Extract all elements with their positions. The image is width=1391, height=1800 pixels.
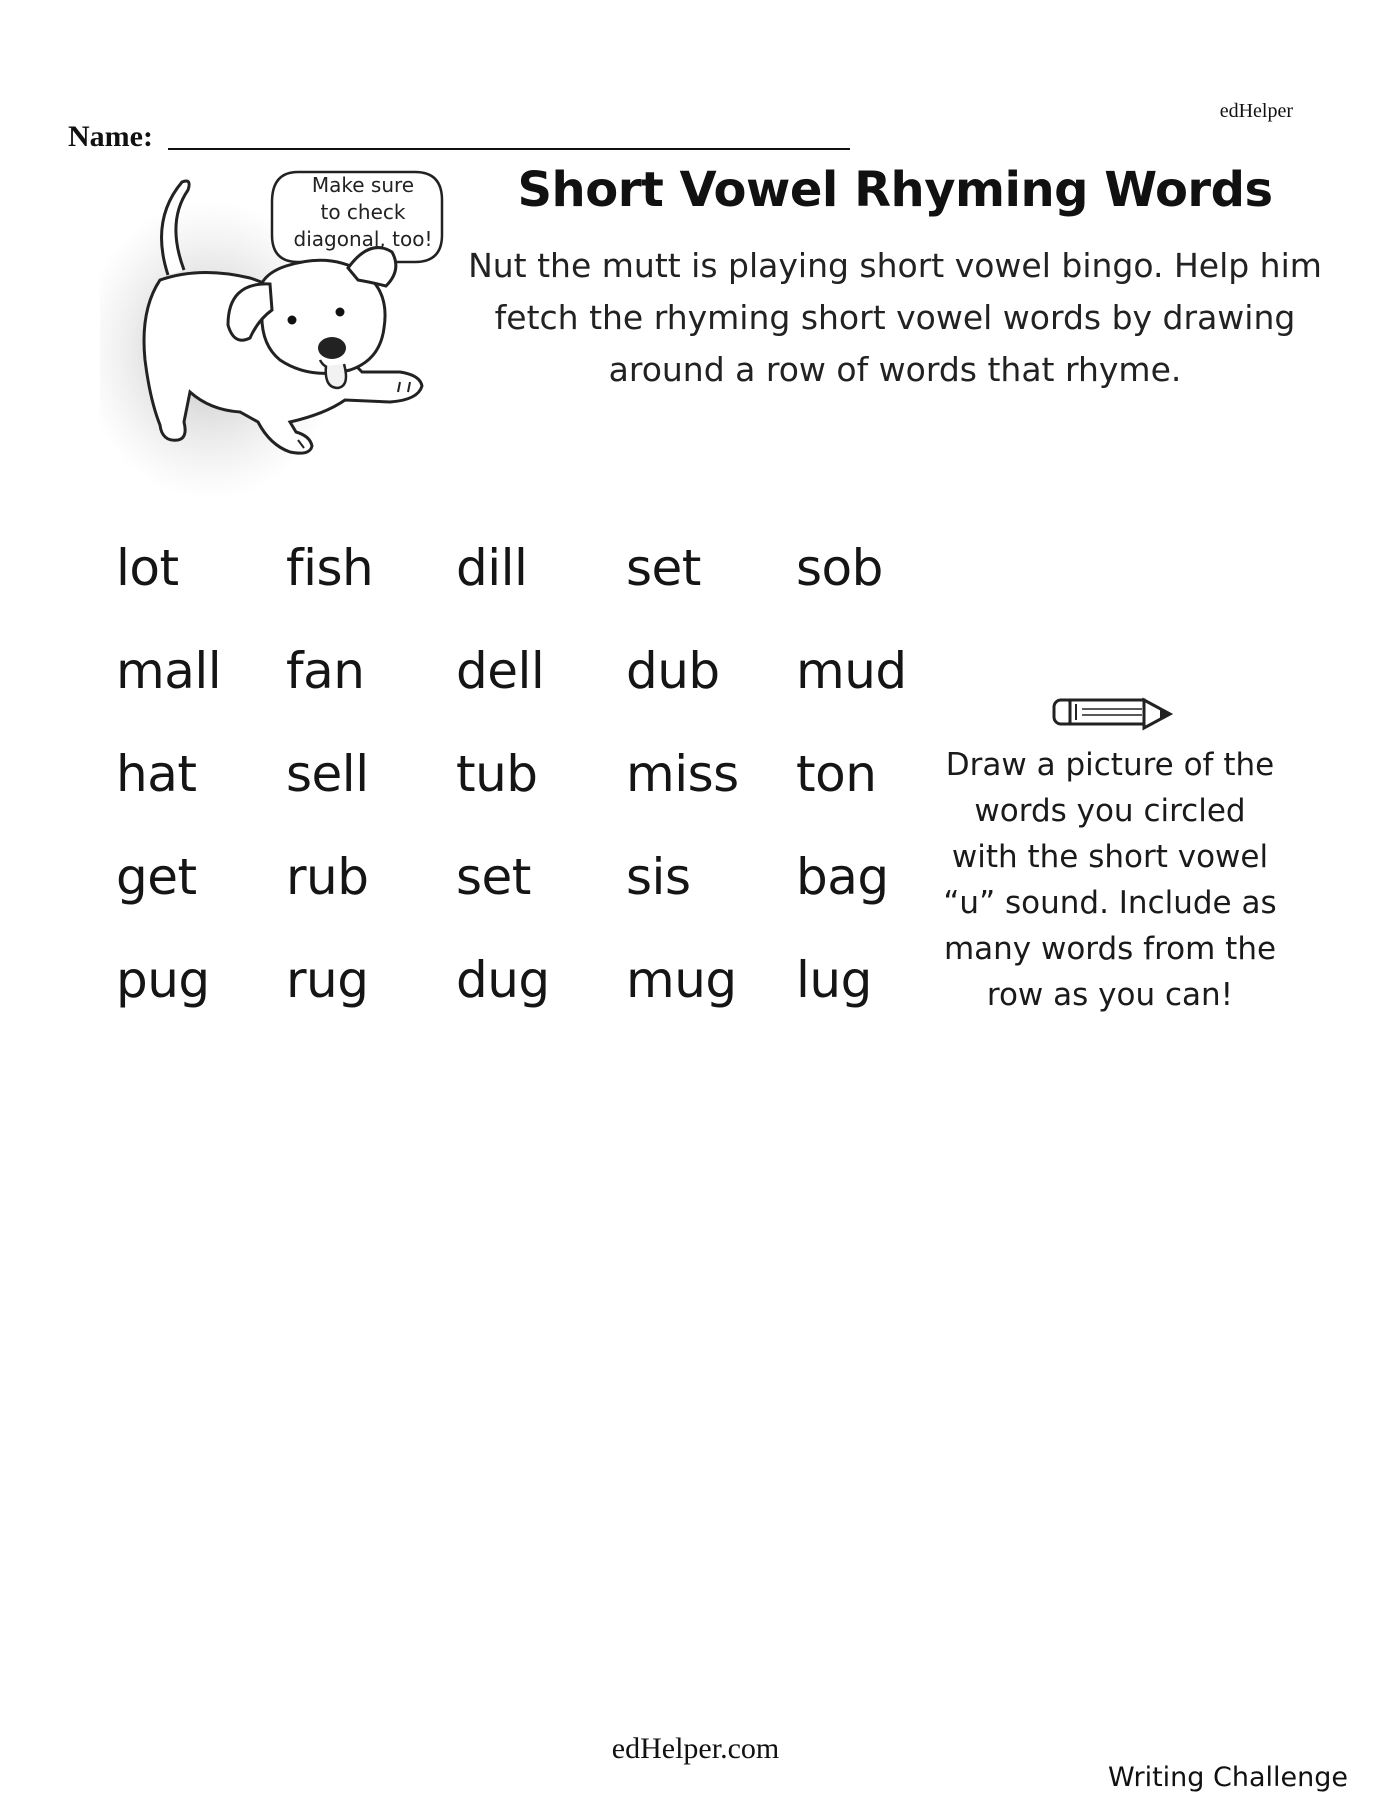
bingo-word[interactable]: pug [116,951,210,1009]
bingo-word[interactable]: sell [286,745,369,803]
footer-label: Writing Challenge [1108,1762,1348,1793]
bingo-word[interactable]: dub [626,642,720,700]
drawing-prompt [920,742,1300,1018]
bingo-word[interactable]: dill [456,539,528,597]
bingo-word[interactable]: mud [796,642,907,700]
drawing-prompt-line: with the short vowel [951,839,1269,875]
grid-row [116,744,976,847]
drawing-prompt-line: “u” sound. Include as [943,885,1277,921]
drawing-prompt-line: row as you can! [986,977,1234,1013]
grid-row [116,847,976,950]
bingo-word[interactable]: dug [456,951,550,1009]
drawing-prompt-line: Draw a picture of the [945,747,1275,783]
bingo-word[interactable]: bag [796,848,889,906]
bingo-grid [116,538,976,1053]
bingo-word[interactable]: lot [116,539,179,597]
bingo-word[interactable]: rub [286,848,369,906]
bingo-word[interactable]: sis [626,848,691,906]
worksheet-instructions: Nut the mutt is playing short vowel bingo. Help him fetch the rhyming short vowel words by drawing around a row of words that rhyme. [468,246,1322,389]
name-label: Name: [68,120,153,153]
grid-row [116,950,976,1053]
name-line[interactable] [168,148,850,150]
bingo-word[interactable]: tub [456,745,538,803]
bingo-word[interactable]: ton [796,745,877,803]
bingo-word[interactable]: set [456,848,531,906]
bingo-word[interactable]: sob [796,539,883,597]
bingo-word[interactable]: dell [456,642,545,700]
bingo-word[interactable]: lug [796,951,872,1009]
speech-bubble-line: to check [320,200,406,224]
bingo-word[interactable]: hat [116,745,197,803]
drawing-prompt-line: words you circled [974,793,1246,829]
bingo-word[interactable]: miss [626,745,739,803]
speech-bubble-line: diagonal, too! [293,227,433,251]
pencil-icon [1050,690,1175,740]
speech-bubble-line: Make sure [311,173,415,197]
brand-header: edHelper [1219,100,1293,122]
bingo-word[interactable]: mug [626,951,737,1009]
drawing-prompt-line: many words from the [943,931,1277,967]
bingo-word[interactable]: fan [286,642,365,700]
bingo-word[interactable]: set [626,539,701,597]
worksheet-title: Short Vowel Rhyming Words [517,162,1273,218]
footer-site: edHelper.com [611,1732,780,1765]
bingo-word[interactable]: rug [286,951,369,1009]
grid-row [116,538,976,641]
bingo-word[interactable]: get [116,848,197,906]
grid-row [116,641,976,744]
speech-bubble-text [278,172,448,253]
bingo-word[interactable]: fish [286,539,374,597]
bingo-word[interactable]: mall [116,642,222,700]
